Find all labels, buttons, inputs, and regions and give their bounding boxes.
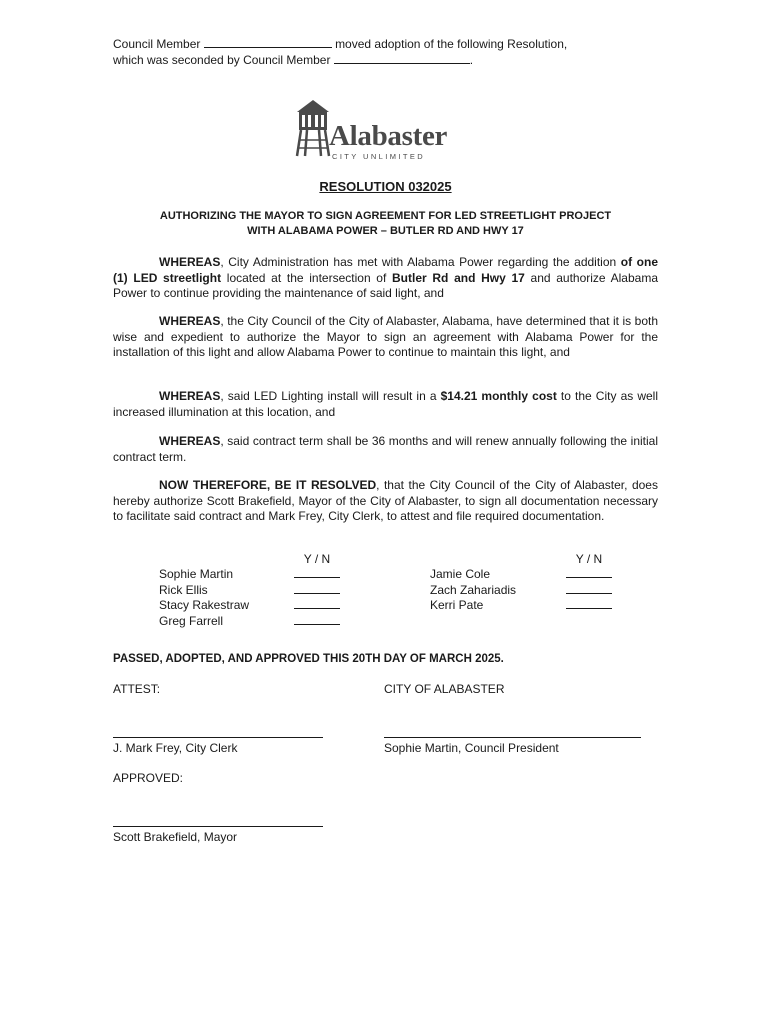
council-member-name: Jamie Cole: [430, 567, 491, 581]
vote-table: [113, 552, 658, 632]
intro-line1-start: Council Member: [113, 37, 201, 51]
p1-bold-2: Butler Rd and Hwy 17: [392, 270, 525, 285]
vote-row: [430, 598, 612, 614]
resolved-paragraph: [113, 478, 658, 525]
vote-blank[interactable]: [294, 584, 340, 594]
vote-row: [430, 567, 612, 583]
mayor-signature-line[interactable]: [113, 826, 323, 827]
p1-text-2: located at the intersection of: [221, 270, 393, 285]
clerk-signature-line[interactable]: [113, 737, 323, 738]
resolved-label: NOW THEREFORE, BE IT RESOLVED: [159, 478, 377, 492]
vote-row: [430, 583, 612, 599]
p3-text-2: to the City as well increased illumination at this location, and: [113, 389, 659, 419]
p1-bold-1: of one (1) LED streetlight: [113, 255, 658, 285]
seconder-blank[interactable]: [334, 52, 470, 64]
whereas-label: WHEREAS: [159, 434, 221, 448]
p5-text-1: , that the City Council of the City of Alabaster, does hereby authorize Scott Brakefield, Mayor of the City of Alabaster, to sign all documentation necessary to facilitate said contract and Mark Frey, City Clerk, to attest and file required documentation.: [113, 478, 658, 523]
intro-line2-end: .: [469, 53, 474, 67]
council-member-name: Rick Ellis: [159, 582, 208, 597]
president-signature-line[interactable]: [384, 737, 641, 738]
vote-row: [159, 598, 340, 614]
council-member-name: Kerri Pate: [430, 598, 484, 612]
vote-blank[interactable]: [566, 568, 612, 578]
logo-tagline: CITY UNLIMITED: [332, 152, 426, 161]
city-label: CITY OF ALABASTER: [384, 682, 505, 696]
vote-blank[interactable]: [294, 568, 340, 578]
whereas-label: WHEREAS: [159, 314, 221, 328]
whereas-paragraph-3: [113, 389, 658, 420]
clerk-name: J. Mark Frey, City Clerk: [113, 741, 238, 755]
council-member-name: Zach Zahariadis: [430, 582, 517, 597]
p4-text-1: , said contract term shall be 36 months and will renew annually following the initial contract term.: [113, 434, 658, 464]
intro-line2-start: which was seconded by Council Member: [113, 53, 331, 67]
p1-text-1: , City Administration has met with Alabama Power regarding the addition: [220, 255, 621, 269]
vote-row: [159, 567, 340, 583]
vote-blank[interactable]: [294, 599, 340, 609]
vote-blank[interactable]: [294, 615, 340, 625]
attest-label: ATTEST:: [113, 682, 161, 696]
whereas-label: WHEREAS: [159, 389, 221, 403]
p3-bold-1: $14.21 monthly cost: [440, 389, 557, 403]
intro-text: [113, 36, 658, 68]
whereas-paragraph-1: [113, 255, 658, 302]
vote-blank[interactable]: [566, 584, 612, 594]
p3-text-1: , said LED Lighting install will result in a: [220, 389, 441, 403]
yn-header-right: Y / N: [575, 552, 603, 566]
vote-row: [159, 614, 340, 630]
subject-line-1: AUTHORIZING THE MAYOR TO SIGN AGREEMENT FOR LED STREETLIGHT PROJECT: [159, 210, 612, 222]
vote-row: [159, 583, 340, 599]
whereas-label: WHEREAS: [159, 255, 221, 269]
resolution-subject: [113, 209, 658, 239]
yn-header-left: Y / N: [303, 552, 331, 566]
whereas-paragraph-4: [113, 434, 658, 465]
resolution-title: RESOLUTION 032025: [319, 179, 452, 194]
logo-name: Alabaster: [329, 120, 448, 152]
whereas-paragraph-2: [113, 314, 658, 361]
intro-line1-end: moved adoption of the following Resolution,: [335, 37, 568, 51]
vote-blank[interactable]: [566, 599, 612, 609]
vote-right-column: [430, 567, 612, 614]
city-logo: [293, 98, 493, 162]
subject-line-2: WITH ALABAMA POWER – BUTLER RD AND HWY 17: [247, 225, 524, 237]
president-name: Sophie Martin, Council President: [384, 741, 559, 755]
mover-blank[interactable]: [204, 36, 332, 48]
vote-left-column: [159, 567, 340, 629]
water-tower-icon: [293, 98, 333, 158]
p1-text-3: and authorize Alabama Power to continue providing the maintenance of said light, and: [113, 270, 659, 300]
council-member-name: Greg Farrell: [159, 613, 224, 628]
approved-label: APPROVED:: [113, 771, 184, 785]
document-page: [113, 36, 659, 844]
p2-text-1: , the City Council of the City of Alabaster, Alabama, have determined that it is both wise and expedient to authorize the Mayor to sign an agreement with Alabama Power for the installation of this light and allow Alabama Power to continue to maintain this light, and: [113, 314, 658, 359]
mayor-name: Scott Brakefield, Mayor: [113, 830, 238, 844]
council-member-name: Stacy Rakestraw: [159, 598, 250, 612]
council-member-name: Sophie Martin: [159, 567, 234, 581]
passed-statement: PASSED, ADOPTED, AND APPROVED THIS 20TH DAY OF MARCH 2025.: [113, 653, 504, 665]
